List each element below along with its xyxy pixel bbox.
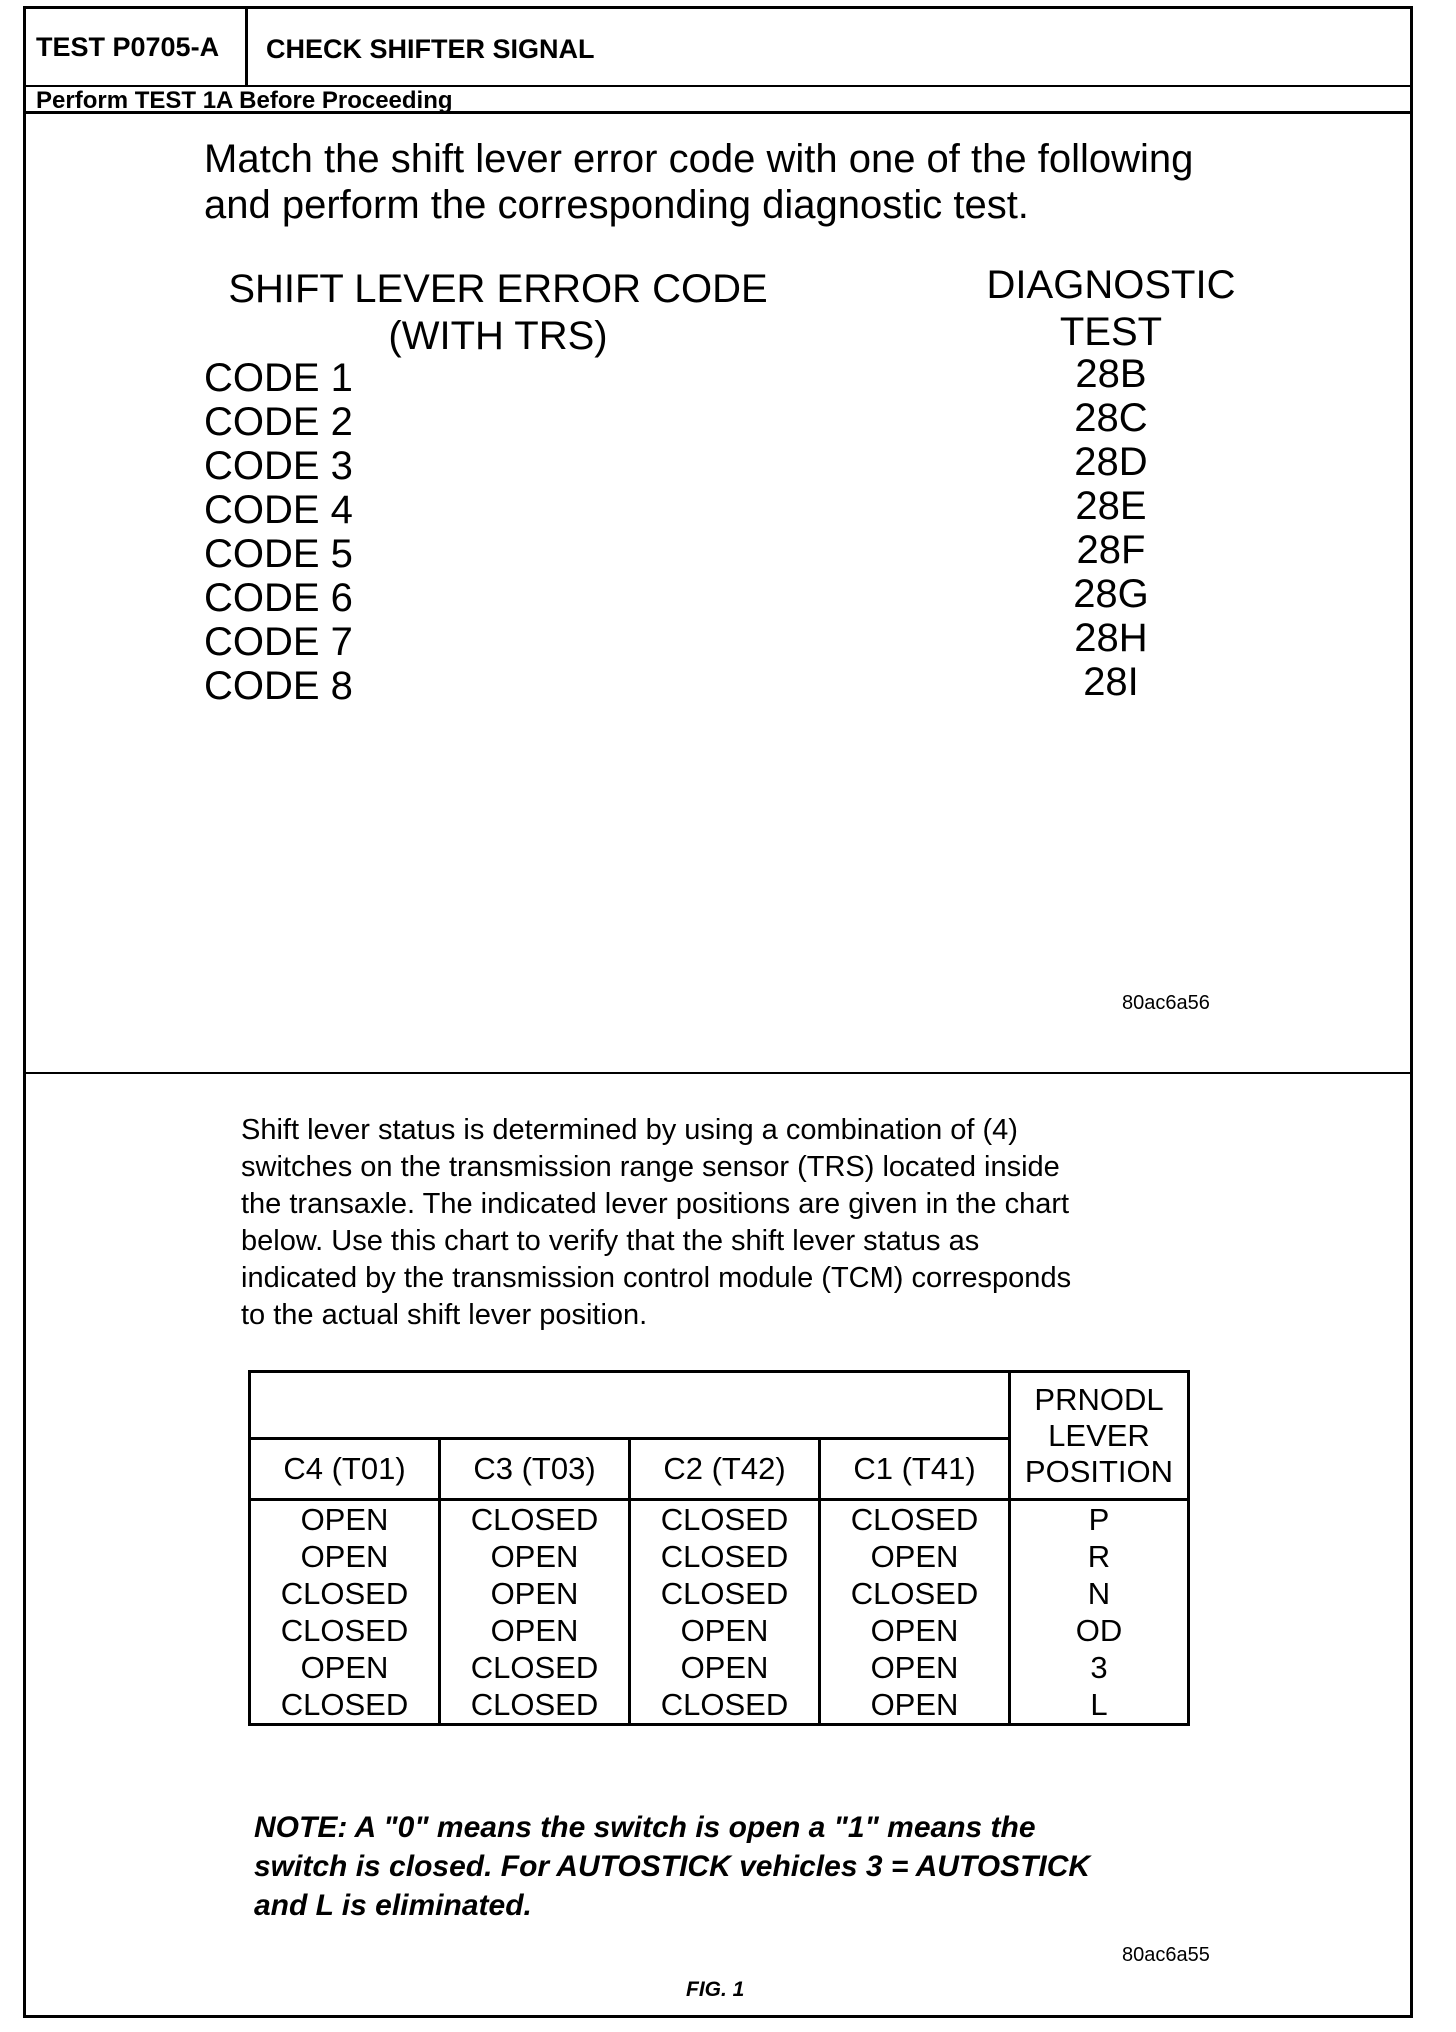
header-line: TEST — [1059, 310, 1163, 354]
c4-values: OPEN OPEN CLOSED CLOSED OPEN CLOSED — [250, 1500, 440, 1725]
error-code-list — [204, 356, 353, 708]
switch-status-section — [26, 1074, 1410, 2015]
header-row — [26, 9, 1410, 87]
test-title: CHECK SHIFTER SIGNAL — [266, 34, 595, 64]
paragraph-line: indicated by the transmission control module (TCM) corresponds — [241, 1262, 1072, 1294]
diagnostic-test: 28I — [1083, 660, 1139, 704]
table-blank-header — [250, 1372, 1010, 1439]
paragraph-line: below. Use this chart to verify that the shift lever status as — [241, 1225, 980, 1257]
header-line: (WITH TRS) — [388, 314, 608, 358]
column-header-c4: C4 (T01) — [250, 1439, 440, 1500]
switch-status-table — [248, 1370, 1190, 1726]
diagnostic-test: 28C — [1074, 396, 1148, 440]
prerequisite-note: Perform TEST 1A Before Proceeding — [26, 85, 1410, 114]
error-code: CODE 8 — [204, 664, 353, 708]
paragraph-line: to the actual shift lever position. — [241, 1299, 648, 1331]
test-id: TEST P0705-A — [26, 9, 248, 85]
figure-reference: 80ac6a55 — [1122, 1944, 1210, 1966]
error-code: CODE 4 — [204, 488, 353, 532]
error-code: CODE 3 — [204, 444, 353, 488]
error-code: CODE 1 — [204, 356, 353, 400]
figure-caption: FIG. 1 — [686, 1978, 745, 2001]
column-header-c2: C2 (T42) — [630, 1439, 820, 1500]
c3-values: CLOSED OPEN OPEN OPEN CLOSED CLOSED — [440, 1500, 630, 1725]
explanation-paragraph — [241, 1112, 1251, 1334]
error-code: CODE 5 — [204, 532, 353, 576]
document-frame — [23, 6, 1413, 2018]
paragraph-line: Shift lever status is determined by using a combination of (4) — [241, 1114, 1018, 1146]
c2-values: CLOSED CLOSED CLOSED OPEN OPEN CLOSED — [630, 1500, 820, 1725]
lever-position-values: P R N OD 3 L — [1010, 1500, 1189, 1725]
intro-line: and perform the corresponding diagnostic test. — [204, 183, 1029, 227]
note-line: and L is eliminated. — [254, 1889, 532, 1922]
error-code: CODE 2 — [204, 400, 353, 444]
c1-values: CLOSED OPEN CLOSED OPEN OPEN OPEN — [820, 1500, 1010, 1725]
header-line: DIAGNOSTIC — [986, 263, 1236, 307]
note-text — [254, 1808, 1214, 1925]
diagnostic-test-column-header — [966, 262, 1256, 356]
diagnostic-test: 28E — [1075, 484, 1147, 528]
diagnostic-test: 28G — [1073, 572, 1149, 616]
column-header-c1: C1 (T41) — [820, 1439, 1010, 1500]
error-code: CODE 7 — [204, 620, 353, 664]
header-line: SHIFT LEVER ERROR CODE — [228, 267, 768, 311]
diagnostic-test: 28H — [1074, 616, 1148, 660]
figure-reference: 80ac6a56 — [1122, 992, 1210, 1014]
diagnostic-test: 28B — [1075, 352, 1147, 396]
intro-line: Match the shift lever error code with one of the following — [204, 137, 1194, 181]
intro-text — [204, 136, 1264, 228]
error-code: CODE 6 — [204, 576, 353, 620]
note-line: switch is closed. For AUTOSTICK vehicles 3 = AUTOSTICK — [254, 1850, 1091, 1883]
diagnostic-test-list — [1016, 352, 1206, 704]
error-code-column-header — [218, 266, 778, 360]
lever-position-header: PRNODL LEVER POSITION — [1010, 1372, 1189, 1500]
diagnostic-test: 28F — [1076, 528, 1146, 572]
error-code-section — [26, 114, 1410, 1074]
note-line: NOTE: A "0" means the switch is open a "1" means the — [254, 1811, 1036, 1844]
paragraph-line: switches on the transmission range sensor (TRS) located inside — [241, 1151, 1060, 1183]
column-header-c3: C3 (T03) — [440, 1439, 630, 1500]
paragraph-line: the transaxle. The indicated lever positions are given in the chart — [241, 1188, 1070, 1220]
diagnostic-test: 28D — [1074, 440, 1148, 484]
